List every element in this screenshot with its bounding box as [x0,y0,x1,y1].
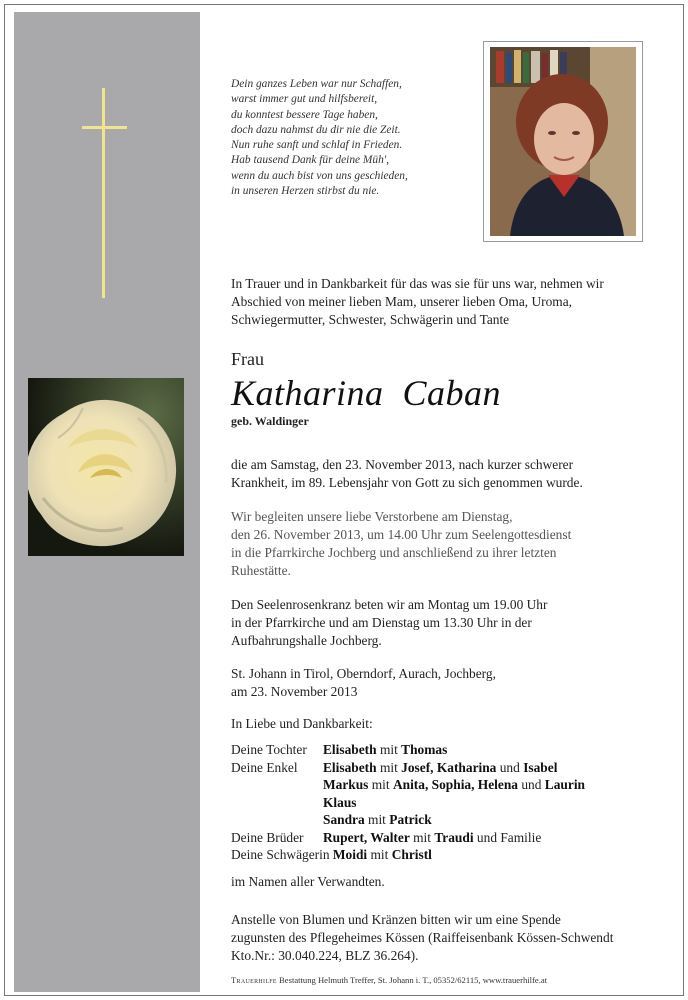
intro-paragraph [231,275,604,329]
connector: und [521,777,542,792]
connector: mit [413,829,431,845]
footer [231,975,547,985]
family-role: Deine Tochter [231,742,307,757]
portrait-frame [483,41,643,242]
relatives-line [231,873,385,891]
family-role: Deine Enkel [231,759,298,775]
poem-line: Hab tausend Dank für deine Müh', [231,154,390,167]
footer-brand: Trauerhilfe [231,975,277,985]
family-name: Rupert, Walter [323,829,410,845]
family-row [231,741,585,759]
maiden-name: geb. Waldinger [231,414,309,428]
text-line: zugunsten des Pflegeheimes Kössen (Raiffeisenbank Kössen-Schwendt [231,930,614,945]
family-list [231,741,585,864]
family-name: Elisabeth [323,742,377,757]
family-name: Patrick [389,812,432,827]
donation-paragraph [231,911,613,965]
poem-line: du konntest bessere Tage haben, [231,108,378,121]
poem-line: doch dazu nahmst du dir nie die Zeit. [231,123,401,136]
family-row [231,794,585,812]
text-line: im Namen aller Verwandten. [231,874,385,889]
text-line: Kto.Nr.: 30.040.224, BLZ 36.264). [231,948,419,963]
text-line: Ruhestätte. [231,563,291,578]
connector: und [499,759,520,775]
connector: mit [370,847,389,862]
poem-line: Dein ganzes Leben war nur Schaffen, [231,78,402,90]
portrait-photo [490,47,636,236]
text-line: am 23. November 2013 [231,684,358,699]
family-name: Klaus [323,794,357,810]
salutation: Frau [231,349,264,369]
text-line: Den Seelenrosenkranz beten wir am Montag um 19.00 Uhr [231,597,548,612]
text-line: Abschied von meiner lieben Mam, unserer lieben Oma, Uroma, [231,294,572,309]
text-line: in die Pfarrkirche Jochberg und anschließend zu ihrer letzten [231,545,557,560]
text-line: St. Johann in Tirol, Oberndorf, Aurach, Jochberg, [231,666,496,681]
family-name: Sandra [323,812,365,827]
poem-line: in unseren Herzen stirbst du nie. [231,185,380,198]
family-row [231,846,585,864]
rosary-paragraph [231,596,547,650]
connector: mit [379,759,398,775]
text-line: Wir begleiten unsere liebe Verstorbene am Dienstag, [231,509,513,524]
family-name: Elisabeth [323,759,377,775]
family-name: Thomas [401,742,448,757]
text-line: den 26. November 2013, um 14.00 Uhr zum Seelengottesdienst [231,527,572,542]
connector: mit [371,777,390,792]
family-row [231,759,585,777]
connector: mit [379,742,398,757]
text-line: In Trauer und in Dankbarkeit für das was sie für uns war, nehmen wir [231,276,604,291]
cross-icon-bar [82,126,127,129]
text-line: die am Samstag, den 23. November 2013, nach kurzer schwerer [231,457,574,472]
family-role: Deine Brüder [231,829,304,845]
family-name: Laurin [544,777,585,792]
text-line: Krankheit, im 89. Lebensjahr von Gott zu sich genommen wurde. [231,475,583,490]
family-name: Isabel [523,759,558,775]
family-name: Moidi [332,847,368,862]
family-name: Josef, Katharina [401,759,497,775]
family-name: Traudi [434,829,474,845]
text-line: In Liebe und Dankbarkeit: [231,716,373,731]
family-row [231,829,585,847]
poem [231,77,471,199]
text-line: in der Pfarrkirche und am Dienstag um 13.30 Uhr in der [231,615,532,630]
rose-image [28,378,184,556]
family-row [231,776,585,794]
poem-line: Nun ruhe sanft und schlaf in Frieden. [231,139,403,152]
poem-line: wenn du auch bist von uns geschieden, [231,169,408,182]
death-notice [231,456,583,492]
family-name: Anita, Sophia, Helena [392,777,518,792]
deceased-name: Katharina Caban [231,373,502,413]
connector: mit [368,812,386,827]
in-love-line [231,715,373,733]
family-row [231,811,585,829]
text-line: Schwiegermutter, Schwester, Schwägerin und Tante [231,312,510,327]
family-name: Christl [391,847,432,862]
cross-icon [102,88,105,298]
funeral-paragraph [231,508,571,580]
footer-text: Bestattung Helmuth Treffer, St. Johann i. T., 05352/62115, www.trauerhilfe.at [279,975,548,985]
family-name: Markus [323,777,369,792]
connector: und Familie [476,829,542,845]
place-date [231,665,496,701]
poem-line: warst immer gut und hilfsbereit, [231,93,378,106]
text-line: Aufbahrungshalle Jochberg. [231,633,382,648]
family-role: Deine Schwägerin [231,847,330,862]
text-line: Anstelle von Blumen und Kränzen bitten wir um eine Spende [231,912,561,927]
